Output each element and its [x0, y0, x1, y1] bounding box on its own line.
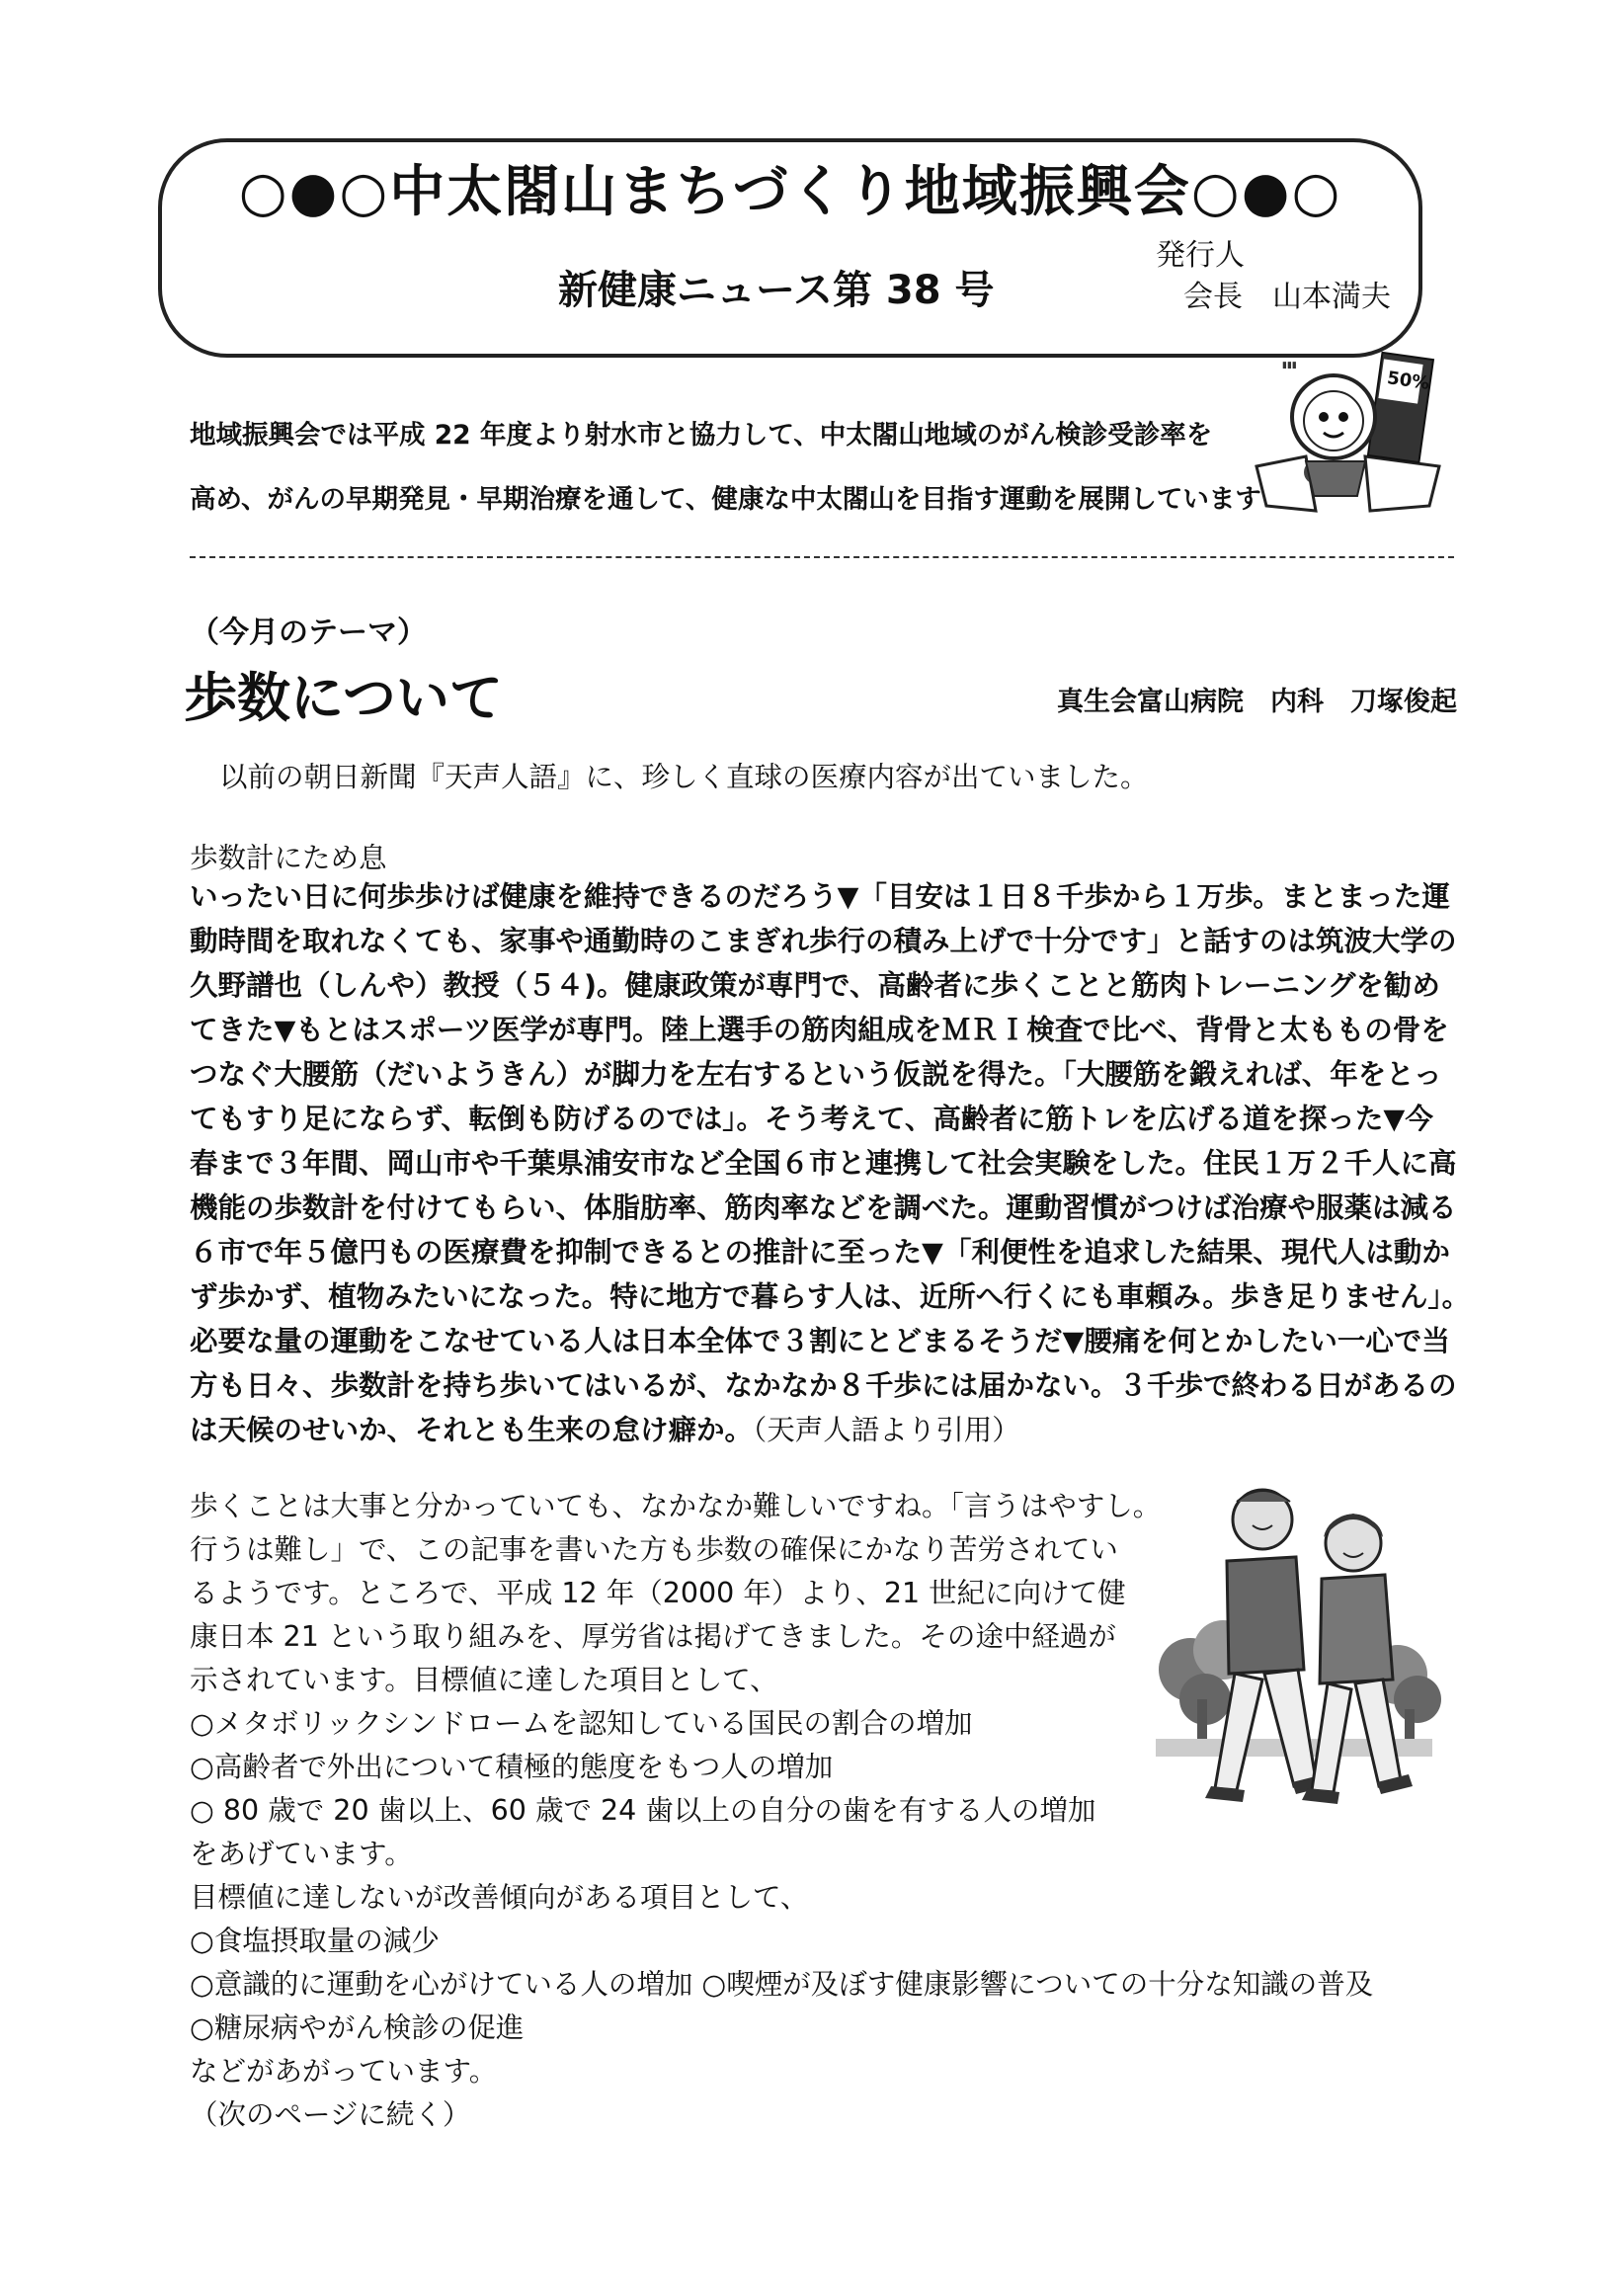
quote-line: 機能の歩数計を付けてもらい、体脂肪率、筋肉率などを調べた。運動習慣がつけば治療や服薬は減る — [190, 1191, 1457, 1224]
issue-number: 新健康ニュース第 38 号 — [558, 268, 995, 313]
continued-note: （次のページに続く） — [190, 2098, 471, 2131]
theme-label: （今月のテーマ） — [190, 615, 427, 650]
quote-last-line — [190, 1408, 1464, 1452]
section-divider — [190, 556, 1454, 558]
list-item: ○食塩摂取量の減少 — [190, 1925, 440, 1957]
mascot-badge: 50% — [1385, 368, 1431, 394]
list-item: ○高齢者で外出について積極的態度をもつ人の増加 — [190, 1751, 834, 1783]
svg-text:▮▮▮: ▮▮▮ — [1282, 361, 1297, 370]
publisher-label: 発行人 — [1156, 238, 1245, 273]
list-item: ○糖尿病やがん検診の促進 — [190, 2011, 525, 2044]
quote-last-text: は天候のせいか、それとも生来の怠け癖か。 — [190, 1414, 754, 1446]
intro-line-1: 地域振興会では平成 22 年度より射水市と協力して、中太閤山地域のがん検診受診率を — [190, 420, 1213, 451]
list-item: ○メタボリックシンドロームを認知している国民の割合の増加 — [190, 1707, 973, 1740]
body-line: などがあがっています。 — [190, 2055, 498, 2088]
walking-couple-illustration — [1146, 1472, 1442, 1808]
body-line: 目標値に達しないが改善傾向がある項目として、 — [190, 1881, 809, 1914]
publisher-block — [1156, 235, 1391, 318]
quote-line: 方も日々、歩数計を持ち歩いてはいるが、なかなか８千歩には届かない。３千歩で終わる日があるの — [190, 1369, 1457, 1402]
intro-line-2: 高め、がんの早期発見・早期治療を通して、健康な中太閤山を目指す運動を展開しています — [190, 484, 1261, 515]
quote-body — [190, 874, 1471, 1452]
list-item: ○意識的に運動を心がけている人の増加 ○喫煙が及ぼす健康影響についての十分な知識の普及 — [190, 1968, 1374, 2001]
quote-line: てもすり足にならず、転倒も防げるのでは」。そう考えて、高齢者に筋トレを広げる道を探った▼今 — [190, 1103, 1433, 1135]
newsletter-title: ○●○中太閤山まちづくり地域振興会○●○ — [238, 160, 1342, 224]
quote-line: 必要な量の運動をこなせている人は日本全体で３割にとどまるそうだ▼腰痛を何とかしたい一心で当 — [190, 1325, 1450, 1357]
body-line: をあげています。 — [190, 1838, 413, 1870]
article-author: 真生会富山病院 内科 刀塚俊起 — [1057, 687, 1457, 717]
list-item: ○ 80 歳で 20 歯以上、60 歳で 24 歯以上の自分の歯を有する人の増加 — [190, 1794, 1096, 1827]
body-line: 康日本 21 という取り組みを、厚労省は掲げてきました。その途中経過が — [190, 1620, 1116, 1653]
body-line: 行うは難し」で、この記事を書いた方も歩数の確保にかなり苦労されてい — [190, 1533, 1118, 1566]
article-title: 歩数について — [184, 667, 503, 729]
quote-line: ず歩かず、植物みたいになった。特に地方で暮らす人は、近所へ行くにも車頼み。歩き足りません」。 — [190, 1280, 1471, 1313]
article-lead: 以前の朝日新聞『天声人語』に、珍しく直球の医療内容が出ていました。 — [219, 761, 1149, 793]
body-line: 歩くことは大事と分かっていても、なかなか難しいですね。「言うはやすし。 — [190, 1490, 1162, 1522]
quote-line: 久野譜也（しんや）教授（５４)。健康政策が専門で、高齢者に歩くことと筋肉トレーニングを勧め — [190, 969, 1440, 1002]
quote-line: ６市で年５億円もの医療費を抑制できるとの推計に至った▼「利便性を追求した結果、現代人は動か — [190, 1236, 1450, 1269]
quote-line: いったい日に何歩歩けば健康を維持できるのだろう▼「目安は１日８千歩から１万歩。まとまった運 — [190, 880, 1450, 913]
publisher-name: 会長 山本満夫 — [1183, 280, 1391, 314]
quote-line: 春まで３年間、岡山市や千葉県浦安市など全国６市と連携して社会実験をした。住民１万２千人に高 — [190, 1147, 1457, 1180]
quote-line: てきた▼もとはスポーツ医学が専門。陸上選手の筋肉組成をＭＲＩ検査で比べ、背骨と太ももの骨を — [190, 1014, 1449, 1046]
body-line: るようです。ところで、平成 12 年（2000 年）より、21 世紀に向けて健 — [190, 1577, 1126, 1609]
quote-heading: 歩数計にため息 — [190, 842, 387, 874]
body-line: 示されています。目標値に達した項目として、 — [190, 1664, 778, 1696]
quote-line: 動時間を取れなくても、家事や通勤時のこまぎれ歩行の積み上げで十分です」と話すのは筑波大学の — [190, 925, 1457, 957]
quote-citation: （天声人語より引用） — [753, 1414, 1020, 1446]
quote-line: つなぐ大腰筋（だいようきん）が脚力を左右するという仮説を得た。「大腰筋を鍛えれば、年をとっ — [190, 1058, 1442, 1091]
